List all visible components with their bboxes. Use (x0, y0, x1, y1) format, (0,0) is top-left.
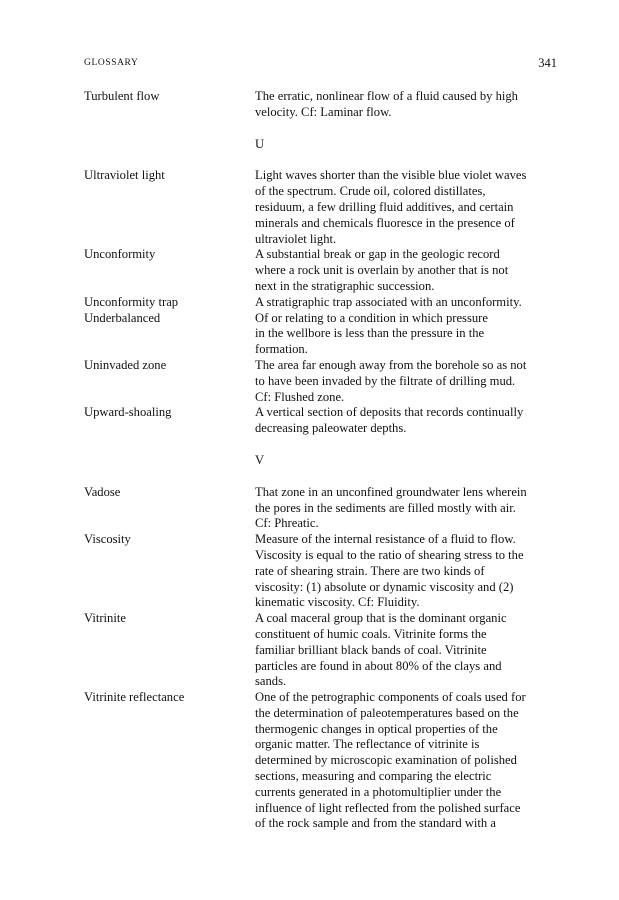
glossary-entry (84, 532, 564, 611)
definition-line: The area far enough away from the borehole so as not (255, 357, 527, 372)
definition-line: influence of light reflected from the polished surface (255, 800, 521, 815)
definition-line: of the rock sample and from the standard with a (255, 816, 496, 831)
definition-line: determined by microscopic examination of polished (255, 753, 517, 768)
definition-line: That zone in an unconfined groundwater lens wherein (255, 484, 527, 499)
definition-line: residuum, a few drilling fluid additives, and certain (255, 199, 514, 214)
definition-line: Cf: Flushed zone. (255, 389, 345, 404)
glossary-definition (255, 168, 560, 247)
glossary-entry (84, 611, 564, 690)
definition-line: organic matter. The reflectance of vitrinite is (255, 737, 480, 752)
definition-line: to have been invaded by the filtrate of drilling mud. (255, 373, 516, 388)
glossary-definition (255, 89, 560, 121)
glossary-entry (84, 358, 564, 405)
glossary-definition (255, 247, 560, 294)
definition-line: in the wellbore is less than the pressure in the (255, 326, 485, 341)
glossary-definition (255, 358, 560, 405)
glossary-term: Unconformity trap (84, 294, 179, 309)
definition-line: viscosity: (1) absolute or dynamic viscosity and (2) (255, 579, 514, 594)
glossary-definition (255, 611, 560, 690)
definition-line: formation. (255, 342, 308, 357)
glossary-term: Uninvaded zone (84, 357, 167, 372)
definition-line: the pores in the sediments are filled mostly with air. (255, 500, 516, 515)
definition-line: Of or relating to a condition in which pressure (255, 310, 488, 325)
definition-line: A stratigraphic trap associated with an unconformity. (255, 294, 522, 309)
definition-line: A substantial break or gap in the geologic record (255, 247, 500, 262)
glossary-entry (84, 295, 564, 311)
definition-line: A vertical section of deposits that records continually (255, 405, 524, 420)
glossary-definition (255, 485, 560, 532)
definition-line: where a rock unit is overlain by another that is not (255, 263, 509, 278)
definition-line: sands. (255, 674, 287, 689)
definition-line: familiar brilliant black bands of coal. Vitrinite (255, 642, 487, 657)
running-header: GLOSSARY (84, 58, 139, 68)
definition-line: rate of shearing strain. There are two kinds of (255, 563, 485, 578)
page-number: 341 (538, 56, 557, 70)
definition-line: ultraviolet light. (255, 231, 337, 246)
glossary-term: Vadose (84, 484, 121, 499)
glossary-term: Viscosity (84, 532, 131, 547)
definition-line: kinematic viscosity. Cf: Fluidity. (255, 595, 420, 610)
glossary-term: Unconformity (84, 247, 156, 262)
definition-line: next in the stratigraphic succession. (255, 278, 435, 293)
glossary-term: Upward-shoaling (84, 405, 172, 420)
definition-line: thermogenic changes in optical properties of the (255, 721, 498, 736)
section-letter: V (255, 452, 265, 467)
definition-line: velocity. Cf: Laminar flow. (255, 104, 392, 119)
definition-line: constituent of humic coals. Vitrinite forms the (255, 626, 487, 641)
glossary-term: Vitrinite (84, 611, 126, 626)
section-letter: U (255, 136, 265, 151)
glossary-entry (84, 405, 564, 437)
definition-line: currents generated in a photomultiplier under the (255, 784, 502, 799)
definition-line: of the spectrum. Crude oil, colored distillates, (255, 184, 486, 199)
glossary-entry (84, 485, 564, 532)
definition-line: Cf: Phreatic. (255, 516, 319, 531)
glossary-term: Vitrinite reflectance (84, 690, 185, 705)
definition-line: Measure of the internal resistance of a fluid to flow. (255, 532, 516, 547)
definition-line: minerals and chemicals fluoresce in the presence of (255, 215, 515, 230)
glossary-term: Ultraviolet light (84, 168, 165, 183)
definition-line: Light waves shorter than the visible blue violet waves (255, 168, 527, 183)
definition-line: particles are found in about 80% of the clays and (255, 658, 502, 673)
glossary-definition (255, 405, 560, 437)
glossary-term: Turbulent flow (84, 89, 160, 103)
definition-line: One of the petrographic components of coals used for (255, 690, 526, 705)
definition-line: sections, measuring and comparing the electric (255, 769, 492, 784)
glossary-term: Underbalanced (84, 310, 161, 325)
definition-line: The erratic, nonlinear flow of a fluid caused by high (255, 89, 518, 103)
glossary-definition (255, 295, 560, 311)
glossary-entry (84, 89, 564, 121)
definition-line: Viscosity is equal to the ratio of shearing stress to the (255, 547, 524, 562)
glossary-entry (84, 168, 564, 247)
glossary-entries (84, 89, 564, 832)
glossary-entry (84, 690, 564, 832)
glossary-definition (255, 532, 560, 611)
glossary-definition (255, 690, 560, 832)
glossary-entry (84, 247, 564, 294)
definition-line: the determination of paleotemperatures based on the (255, 705, 519, 720)
definition-line: A coal maceral group that is the dominant organic (255, 611, 507, 626)
glossary-entry (84, 311, 564, 358)
glossary-definition (255, 311, 560, 358)
definition-line: decreasing paleowater depths. (255, 421, 407, 436)
